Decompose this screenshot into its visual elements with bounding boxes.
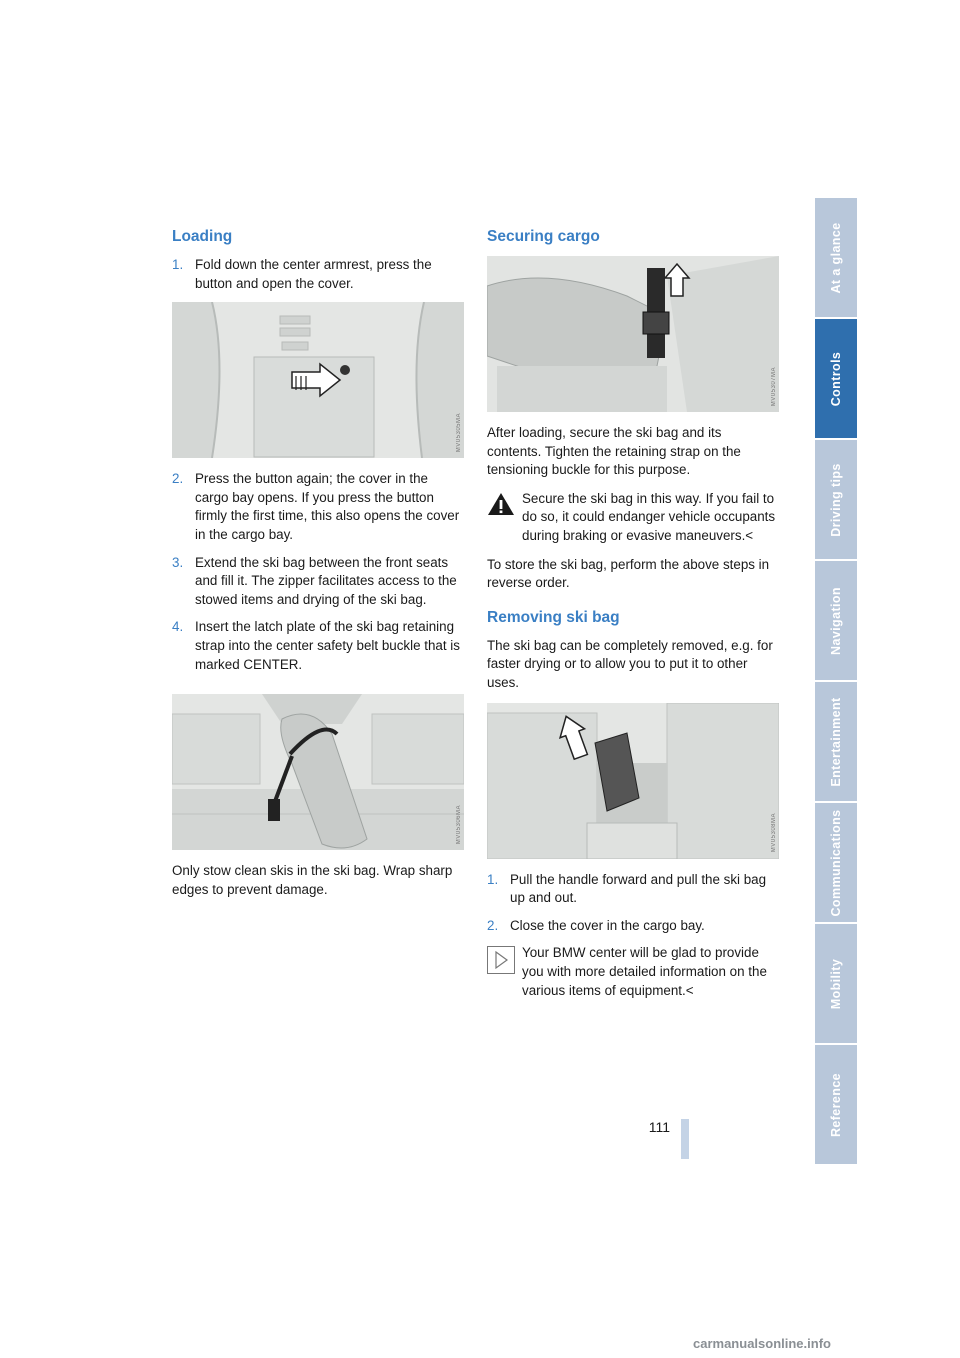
tab-communications[interactable]: [815, 803, 857, 922]
warning-icon: [487, 492, 515, 522]
heading-removing-ski-bag: Removing ski bag: [487, 608, 620, 626]
removal-step-1: [487, 871, 779, 908]
removal-intro: The ski bag can be completely removed, e.g. for faster drying or to allow you to put it to other uses.: [487, 637, 773, 690]
step-number: 3.: [172, 554, 184, 570]
tab-reference[interactable]: [815, 1045, 857, 1164]
figure-code: MV05308MA: [771, 813, 777, 853]
tab-controls[interactable]: [815, 319, 857, 438]
ski-storage-note: Only stow clean skis in the ski bag. Wrap sharp edges to prevent damage.: [172, 863, 453, 897]
step-number: 2.: [172, 471, 184, 487]
info-text: Your BMW center will be glad to provide you with more detailed information on the various items of equipment.: [522, 945, 767, 998]
figure-code: MV05306MA: [456, 804, 462, 845]
figure-code: MV05305MA: [456, 413, 462, 453]
info-note: [487, 944, 779, 1000]
end-mark: <: [685, 982, 694, 998]
tab-label: Entertainment: [829, 696, 843, 787]
page-number-bar: [681, 1119, 689, 1159]
figure-securing-strap: [487, 256, 779, 412]
securing-instructions: After loading, secure the ski bag and its contents. Tighten the retaining strap on the tensioning buckle for this purpose.: [487, 425, 741, 478]
figure-armrest-button: [172, 302, 464, 458]
step-text: Press the button again; the cover in the cargo bay opens. If you press the button firmly the first time, this also opens the cover in the cargo bay.: [195, 471, 460, 542]
figure-center-belt-buckle: [172, 694, 464, 850]
step-text: Fold down the center armrest, press the button and open the cover.: [195, 257, 432, 291]
step-text: Insert the latch plate of the ski bag retaining strap into the center safety belt buckle that is marked CENTER.: [195, 619, 460, 672]
step-text: Close the cover in the cargo bay.: [510, 917, 705, 933]
info-arrow-icon: [487, 946, 515, 980]
tab-at-a-glance[interactable]: [815, 198, 857, 317]
heading-loading: Loading: [172, 228, 233, 245]
loading-step-3: [172, 554, 464, 610]
step-text: Pull the handle forward and pull the ski bag up and out.: [510, 871, 767, 906]
page-number: 111: [648, 1119, 670, 1135]
warning-note: [487, 490, 779, 546]
storage-instructions: To store the ski bag, perform the above steps in reverse order.: [487, 556, 770, 591]
tab-entertainment[interactable]: [815, 682, 857, 801]
heading-securing-cargo: Securing cargo: [487, 228, 600, 245]
footer-watermark: carmanualsonline.info: [693, 1336, 831, 1351]
tab-driving-tips[interactable]: [815, 440, 857, 559]
loading-step-1: [172, 256, 464, 293]
tab-label: Driving tips: [829, 462, 843, 537]
step-number: 1.: [172, 257, 184, 272]
step-number: 2.: [487, 917, 499, 933]
removal-step-2: [487, 917, 779, 936]
right-column: [487, 228, 779, 1010]
tab-label: Mobility: [829, 958, 843, 1009]
end-mark: <: [745, 527, 754, 543]
tab-label: At a glance: [829, 221, 843, 294]
tab-label: Reference: [829, 1072, 843, 1137]
step-text: Extend the ski bag between the front seats and fill it. The zipper facilitates access to the stowed items and drying of the ski bag.: [195, 554, 457, 607]
figure-code: MV05307MA: [771, 366, 777, 406]
tab-navigation[interactable]: [815, 561, 857, 680]
tab-label: Controls: [829, 351, 843, 406]
warning-text: Secure the ski bag in this way. If you fail to do so, it could endanger vehicle occupants during braking or evasive maneuvers.: [522, 490, 776, 543]
step-number: 4.: [172, 619, 184, 635]
tab-label: Communications: [829, 809, 843, 916]
figure-removing-ski-bag: [487, 703, 779, 859]
chapter-tabs: [815, 198, 857, 1166]
tab-label: Navigation: [829, 586, 843, 655]
left-column: [172, 228, 464, 909]
loading-step-2: [172, 470, 464, 544]
tab-mobility[interactable]: [815, 924, 857, 1043]
step-number: 1.: [487, 871, 499, 887]
loading-step-4: [172, 618, 464, 674]
